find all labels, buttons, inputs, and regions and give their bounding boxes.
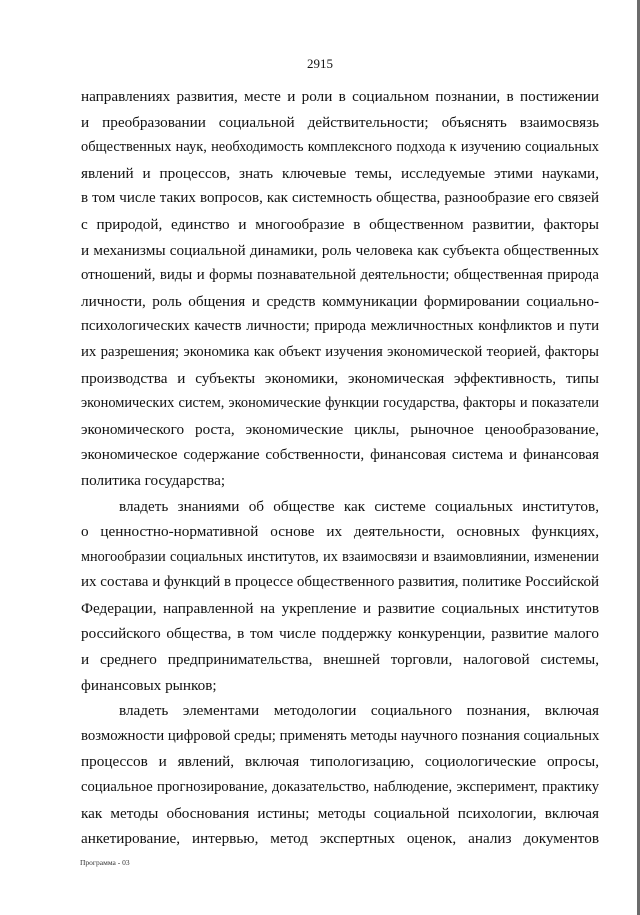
text-line: процессов и явлений, включая типологизацию, социологические опросы, xyxy=(81,753,599,771)
text-line: экономического роста, экономические циклы, рыночное ценообразование, xyxy=(81,420,599,438)
text-line: анкетирование, интервью, метод экспертных оценок, анализ документов xyxy=(81,830,599,848)
text-line: владеть знаниями об обществе как системе социальных институтов, xyxy=(119,497,599,515)
text-line: Федерации, направленной на укрепление и развитие социальных институтов xyxy=(81,599,599,617)
text-line: личности, роль общения и средств коммуникации формировании социально- xyxy=(81,292,599,310)
text-line: их разрешения; экономика как объект изучения экономической теорией, факторы xyxy=(81,343,599,360)
text-line: владеть элементами методологии социального познания, включая xyxy=(119,702,599,720)
text-line: социальное прогнозирование, доказательство, наблюдение, эксперимент, практику xyxy=(81,779,599,796)
page-number: 2915 xyxy=(307,56,333,71)
text-line: психологических качеств личности; природа межличностных конфликтов и пути xyxy=(81,318,599,335)
footer-note: Программа - 03 xyxy=(80,858,130,867)
text-line: возможности цифровой среды; применять методы научного познания социальных xyxy=(81,727,600,744)
text-line: политика государства; xyxy=(81,471,226,489)
text-line: с природой, единство и многообразие в общественном развитии, факторы xyxy=(81,215,599,233)
text-line: в том числе таких вопросов, как системность общества, разнообразие его связей xyxy=(81,190,599,207)
text-line: экономическое содержание собственности, финансовая система и финансовая xyxy=(81,446,599,464)
text-line: отношений, виды и формы познавательной деятельности; общественная природа xyxy=(81,267,599,284)
text-line: финансовых рынков; xyxy=(81,676,217,694)
text-line: производства и субъекты экономики, экономическая эффективность, типы xyxy=(81,369,599,387)
text-line: о ценностно-нормативной основе их деятельности, основных функциях, xyxy=(81,523,599,541)
text-line: их состава и функций в процессе общественного развития, политике Российской xyxy=(81,574,599,591)
text-line: экономических систем, экономические функции государства, факторы и показатели xyxy=(81,395,599,412)
text-line: российского общества, в том числе поддержку конкуренции, развитие малого xyxy=(81,625,599,643)
text-line: многообразии социальных институтов, их взаимосвязи и взаимовлиянии, изменении xyxy=(81,548,599,565)
text-line: и среднего предпринимательства, внешней торговли, налоговой системы, xyxy=(81,651,599,669)
text-line: как методы обоснования истины; методы социальной психологии, включая xyxy=(81,804,599,822)
body-text xyxy=(81,84,599,852)
text-line: общественных наук, необходимость комплексного подхода к изучению социальных xyxy=(81,139,599,156)
text-line: явлений и процессов, знать ключевые темы, исследуемые этими науками, xyxy=(81,164,599,182)
text-line: и преобразовании социальной действительности; объяснять взаимосвязь xyxy=(81,113,599,131)
text-line: и механизмы социальной динамики, роль человека как субъекта общественных xyxy=(81,241,599,259)
text-line: направлениях развития, месте и роли в социальном познании, в постижении xyxy=(81,88,599,105)
